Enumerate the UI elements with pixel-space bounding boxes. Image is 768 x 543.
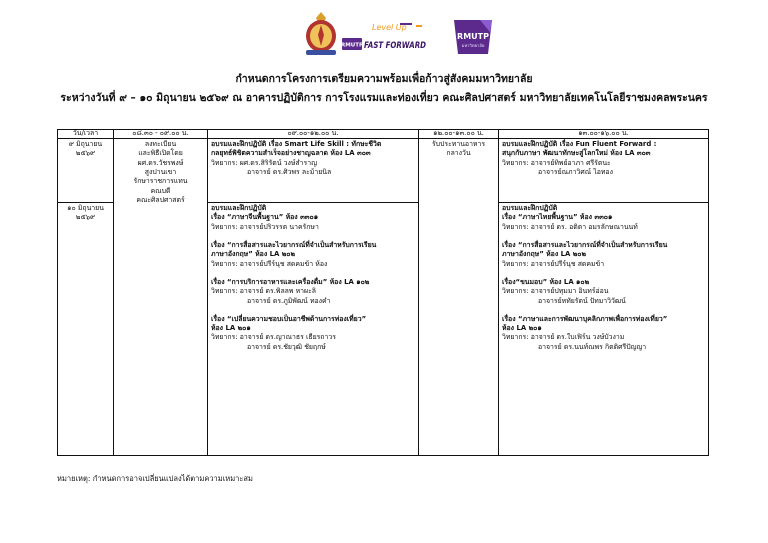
d1-afternoon-speaker: อาจารย์ณภาวิศณ์ ไอทอง	[538, 167, 613, 176]
registration-line: สูงปานเขา	[144, 167, 177, 176]
day2-cell	[58, 203, 114, 456]
d2-afternoon-session-title-cont: ภาษาอังกฤษ” ห้อง LA ๒๐๒	[502, 250, 586, 259]
rm-logo-sub: มหาวิทยาลัย	[461, 43, 485, 48]
d2-afternoon-session-title: เรื่อง “ภาษาและการพัฒนาบุคลิกภาพเพื่อการท่องเที่ยว”	[502, 314, 668, 323]
registration-line: ลงทะเบียน	[144, 140, 177, 148]
d2-morning-speaker: วิทยากร: อาจารย์ปริวรรต นาครักษา	[211, 222, 319, 231]
d2-afternoon-session-title-cont: ห้อง LA ๒๐๑	[502, 324, 542, 333]
d2-afternoon-speaker: วิทยากร: อาจารย์ปรีร์นุช สดคมข้า	[502, 259, 605, 268]
d2-morning-session-title: เรื่อง “การบริการอาหารและเครื่องดื่ม” ห้อง LA ๑๐๒	[211, 277, 370, 286]
day1-date: ๙ มิถุนายน	[68, 140, 103, 148]
lunch-cell	[419, 139, 499, 456]
registration-line: คณะศิลปศาสตร์	[136, 195, 185, 204]
d2-morning-session-title: เรื่อง “ภาษาจีนพื้นฐาน” ห้อง ๓๓๐๑	[211, 213, 319, 222]
fast-forward-logo	[342, 14, 428, 58]
d2-afternoon-speaker: อาจารย์หทัยรัตน์ ปัทมาวิวัฒน์	[538, 296, 626, 305]
day1-cell	[58, 139, 114, 203]
d2-morning-heading: อบรมและฝึกปฏิบัติ	[211, 204, 267, 212]
d1-morning-topic-cont: กลยุทธ์พิชิตความสำเร็จอย่างชาญฉลาด ห้อง LA ๓๐๓	[211, 149, 371, 158]
d1-morning-speaker: วิทยากร: ผศ.ดร.สิริรัตน์ วงษ์สำราญ	[211, 158, 317, 167]
lunch-line: กลางวัน	[446, 149, 471, 158]
registration-line: รักษาราชการแทน	[133, 177, 188, 186]
document-title: กำหนดการโครงการเตรียมความพร้อมเพื่อก้าวสู่สังคมมหาวิทยาลัย	[235, 73, 533, 85]
d2-morning-speaker: อาจารย์ ดร.ชัยวุฒิ ชัยฤกษ์	[247, 342, 326, 351]
d2-morning-session-title-cont: ห้อง LA ๒๐๑	[211, 324, 251, 333]
header-slot-4: ๑๓.๐๐-๑๖.๐๐ น.	[499, 130, 709, 139]
d2-morning-speaker: อาจารย์ ดร.ภูมิพัฒน์ ทองคำ	[247, 296, 331, 305]
registration-line: ผศ.ดร.วัชรพงษ์	[137, 158, 184, 167]
university-seal-icon	[302, 10, 340, 58]
d1-afternoon-topic: อบรมและฝึกปฏิบัติ เรื่อง Fun Fluent Forward :	[502, 140, 657, 148]
day1-year: ๒๕๖๙	[75, 149, 96, 158]
table-header-row	[58, 130, 709, 139]
header-slot-2: ๐๙.๐๐-๑๒.๐๐ น.	[208, 130, 419, 139]
d1-morning-topic: อบรมและฝึกปฏิบัติ เรื่อง Smart Life Skill : ทักษะชีวิต	[211, 140, 382, 148]
d2-morning-session-title-cont: ภาษาอังกฤษ” ห้อง LA ๒๐๒	[211, 250, 295, 259]
d2-morning-session-title: เรื่อง “การสื่อสารและไวยากรณ์ที่จำเป็นสำหรับการเรียน	[211, 240, 377, 249]
d2-morning-speaker: วิทยากร: อาจารย์ ดร.พิลลพ หาผะลิ	[211, 287, 317, 296]
d2-morning-speaker: วิทยากร: อาจารย์ปรีร์นุช สดคมข้า ห้อง	[211, 259, 328, 268]
registration-line: และพิธีเปิดโดย	[138, 149, 183, 158]
rm-logo-text: RMUTP	[457, 32, 489, 41]
d2-afternoon-speaker: อาจารย์ ดร.นนท์ณพร กิตติศรีปัญญา	[538, 342, 647, 351]
day2-morning-cell	[208, 203, 419, 456]
d2-afternoon-session-title: เรื่อง “ภาษาไทยพื้นฐาน” ห้อง ๓๓๐๑	[502, 213, 613, 222]
day1-afternoon-cell	[499, 139, 709, 203]
d2-afternoon-heading: อบรมและฝึกปฏิบัติ	[502, 204, 558, 212]
ff-main-text: FAST FORWARD	[364, 41, 427, 51]
document-subtitle: ระหว่างวันที่ ๙ – ๑๐ มิถุนายน ๒๕๖๙ ณ อาคารปฏิบัติการ การโรงแรมและท่องเที่ยว คณะศิลปศาสตร์ มหาวิทยาลัยเทคโนโลยีราชมงคลพระนคร	[60, 92, 708, 104]
table-row-day1	[58, 139, 709, 203]
header-day: วัน/เวลา	[58, 130, 114, 139]
d2-afternoon-session-title: เรื่อง“ขนมอบ” ห้อง LA ๑๐๒	[502, 277, 590, 286]
d2-afternoon-speaker: วิทยากร: อาจารย์ ดร. อติตา อมรลักษณานนท์	[502, 222, 638, 231]
registration-cell	[114, 139, 208, 456]
day2-year: ๒๕๖๙	[75, 213, 96, 222]
rmutp-logo	[450, 16, 496, 58]
day1-morning-cell	[208, 139, 419, 203]
day2-date: ๑๐ มิถุนายน	[67, 204, 104, 212]
registration-line: คณบดี	[150, 186, 171, 195]
schedule-table	[57, 129, 709, 456]
d2-morning-speaker: วิทยากร: อาจารย์ ดร.ญาณาธร เธียรถาวร	[211, 333, 336, 342]
header-slot-3: ๑๒.๐๐-๑๓.๐๐ น.	[419, 130, 499, 139]
lunch-line: รับประทานอาหาร	[431, 140, 486, 148]
d2-morning-session-title: เรื่อง “เปลี่ยนความชอบเป็นอาชีพด้านการท่องเที่ยว”	[211, 314, 367, 323]
day2-afternoon-cell	[499, 203, 709, 456]
d2-afternoon-session-title: เรื่อง “การสื่อสารและไวยากรณ์ที่จำเป็นสำหรับการเรียน	[502, 240, 668, 249]
ff-top-text: Level Up	[372, 23, 407, 32]
footnote: หมายเหตุ: กำหนดการอาจเปลี่ยนแปลงได้ตามความเหมาะสม	[57, 474, 253, 483]
d1-morning-speaker: อาจารย์ ดร.ศิวพร ละม้ายนิล	[247, 167, 332, 176]
d2-afternoon-speaker: วิทยากร: อาจารย์ปทุมมา อินทร์อ่อน	[502, 287, 609, 296]
header-slot-1: ๐๘.๓๐ - ๐๙.๐๐ น.	[114, 130, 208, 139]
d1-afternoon-speaker: วิทยากร: อาจารย์ทิพย์อาภา ศรีรัตนะ	[502, 158, 611, 167]
logo-group	[298, 10, 498, 66]
d2-afternoon-speaker: วิทยากร: อาจารย์ ดร.ใบเฟิร์น วงษ์บัวงาม	[502, 333, 625, 342]
rmutp-badge-text: RMUTP	[341, 42, 363, 49]
d1-afternoon-topic-cont: สนุกกับภาษา พัฒนาทักษะสู่โลกใหม่ ห้อง LA ๓๐๓	[502, 149, 651, 158]
